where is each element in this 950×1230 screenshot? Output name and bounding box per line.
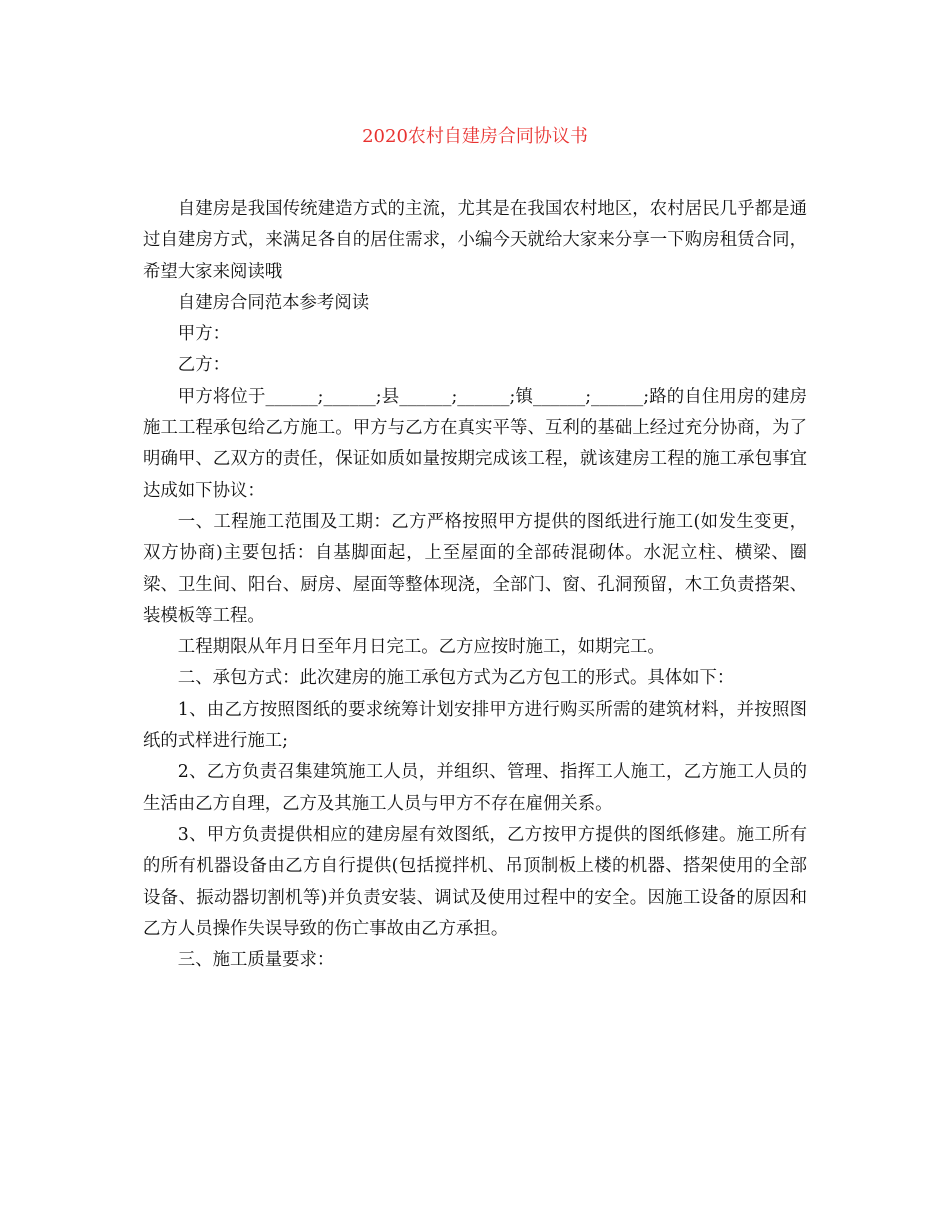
paragraph-period: 工程期限从年月日至年月日完工。乙方应按时施工，如期完工。 <box>177 637 665 658</box>
paragraph-party-b: 乙方： <box>177 355 230 376</box>
paragraph-location: 甲方将位于______;______;县______;______;镇______;______;路的自住用房的建房施工工程承包给乙方施工。甲方与乙方在真实平等、互利的基础上经过充分协商，为了明确甲、乙双方的责任，保证如质如量按期完成该工程，就该建房工程的施工承包事宜达成如下协议： <box>143 386 807 501</box>
paragraph-item-3: 3、甲方负责提供相应的建房屋有效图纸，乙方按甲方提供的图纸修建。施工所有的所有机器设备由乙方自行提供(包括搅拌机、吊顶制板上楼的机器、搭架使用的全部设备、振动器切割机等)并负责安装、调试及使用过程中的安全。因施工设备的原因和乙方人员操作失误导致的伤亡事故由乙方承担。 <box>143 824 807 939</box>
paragraph-item-2: 2、乙方负责召集建筑施工人员，并组织、管理、指挥工人施工，乙方施工人员的生活由乙方自理，乙方及其施工人员与甲方不存在雇佣关系。 <box>143 762 807 814</box>
paragraph-scope: 一、工程施工范围及工期：乙方严格按照甲方提供的图纸进行施工(如发生变更，双方协商)主要包括：自基脚面起，上至屋面的全部砖混砌体。水泥立柱、横梁、圈梁、卫生间、阳台、厨房、屋面等整体现浇，全部门、窗、孔洞预留，木工负责搭架、装模板等工程。 <box>143 511 807 626</box>
paragraph-item-1: 1、由乙方按照图纸的要求统筹计划安排甲方进行购买所需的建筑材料，并按照图纸的式样进行施工; <box>143 699 807 752</box>
paragraph-quality-heading: 三、施工质量要求： <box>177 950 335 971</box>
document-title: 2020农村自建房合同协议书 <box>362 126 588 147</box>
paragraph-party-a: 甲方： <box>177 324 230 345</box>
paragraph-sample-heading: 自建房合同范本参考阅读 <box>177 292 370 313</box>
paragraph-contract-method: 二、承包方式：此次建房的施工承包方式为乙方包工的形式。具体如下： <box>177 668 735 689</box>
paragraph-intro: 自建房是我国传统建造方式的主流，尤其是在我国农村地区，农村居民几乎都是通过自建房方式，来满足各自的居住需求，小编今天就给大家来分享一下购房租赁合同，希望大家来阅读哦 <box>143 199 807 282</box>
document-body <box>143 194 807 976</box>
